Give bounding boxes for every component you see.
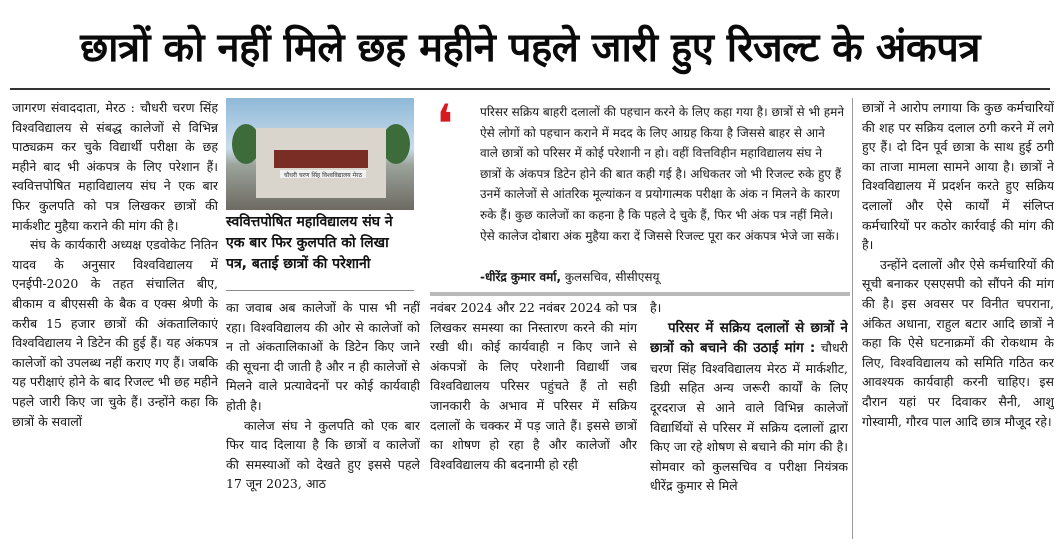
paragraph-text: चौधरी चरण सिंह विश्वविद्यालय मेरठ में मार्कशीट, डिग्री सहित अन्य जरूरी कार्यों के लिए दूरदराज से आने वाले विभिन्न कालेजों विद्यार्थियों से परिसर में सक्रिय दलालों द्वारा किए जा रहे शोषण से बचाने की मांग की है। सोमवार को कुलसचिव व परीक्षा नियंत्रक धीरेंद्र कुमार से मिले (650, 340, 848, 494)
signature-role: कुलसचिव, सीसीएसयू (561, 270, 660, 284)
quote-divider (430, 292, 850, 296)
headline-rule (10, 88, 1050, 90)
photo-caption: स्ववित्तपोषित महाविद्यालय संघ ने एक बार फिर कुलपति को लिखा पत्र, बताई छात्रों की परेशानी (226, 214, 393, 272)
column-1 (12, 98, 218, 541)
quote-mark-icon: ❛ (436, 93, 454, 156)
headline: छात्रों को नहीं मिले छह महीने पहले जारी हुए रिजल्ट के अंकपत्र (80, 24, 980, 71)
quote-signature (480, 268, 846, 285)
column-5 (650, 298, 848, 541)
paragraph: नवंबर 2024 और 22 नवंबर 2024 को पत्र लिखकर समस्या का निस्तारण करने की मांग रखी थी। कोई कार्यवाही न किए जाने से अंकपत्रों के लिए परेशानी विद्यार्थी जब विश्वविद्यालय परिसर पहुंचते हैं तो सही जानकारी के अभाव में परिसर में सक्रिय दलालों के चक्कर में पड़ जाते हैं। इससे छात्रों का शोषण हो रहा है और कालेजों और विश्वविद्यालय की बदनामी हो रही (430, 300, 637, 472)
caption-divider (226, 290, 414, 291)
registrar-quote-box (436, 93, 846, 296)
quote-paragraph: परिसर सक्रिय बाहरी दलालों की पहचान करने के लिए कहा गया है। छात्रों से भी हमने ऐसे लोगों को पहचान कराने में मदद के लिए आग्रह किया है जिससे बाहर से आने वाले छात्रों को परिसर में कोई परेशानी न हो। वहीं वित्तविहीन महाविद्यालय संघ ने छात्रों के अंकपत्र डिटेन होने की बात कही गई है। अधिकतर जो भी रिजल्ट रुके हुए हैं उनमें कालेजों से आंतरिक मूल्यांकन व प्रयोगात्मक परीक्षा के अंक न मिलने के कारण रुके हैं। कुछ कालेजों का कहना है कि पहले दे चुके हैं, फिर भी अंक पत्र नहीं मिले। ऐसे कालेज दोबारा अंक मुहैया करा दें जिससे रिजल्ट पूरा कर अंकपत्र भेजे जा सकें। (480, 105, 845, 243)
column-6 (862, 98, 1054, 541)
quote-text (480, 102, 846, 246)
column-3 (226, 298, 420, 541)
tree-shape (382, 124, 410, 164)
column-divider (852, 98, 853, 539)
paragraph: संघ के कार्यकारी अध्यक्ष एडवोकेट नितिन यादव के अनुसार विश्वविद्यालय में एनईपी-2020 के तहत संचालित बीए, बीकाम व बीएससी के बैक व एक्स श्रेणी के करीब 15 हजार छात्रों की अंकतालिकाएं विश्वविद्यालय ने डिटेन की हुई हैं। यह अंकपत्र कालेजों को उपलब्ध नहीं कराए गए हैं। जबकि यह परीक्षाएं होने के बाद रिजल्ट भी छह महीने पहले जारी किए जा चुके हैं। उन्होंने कहा कि छात्रों के सवालों (12, 237, 218, 429)
gate-nameplate-text: चौधरी चरण सिंह विश्वविद्यालय मेरठ (283, 172, 363, 179)
paragraph: है। (650, 300, 662, 315)
paragraph: का जवाब अब कालेजों के पास भी नहीं रहा। विश्वविद्यालय की ओर से कालेजों को न तो अंकतालिकाओं के डिटेन किए जाने की सूचना दी जाती है और न ही कालेजों से मिलने वाले प्रत्यावेदनों पर कोई कार्यवाही होती है। (226, 300, 420, 413)
paragraph: कालेज संघ ने कुलपति को एक बार फिर याद दिलाया है कि छात्रों व कालेजों की समस्याओं को देखते हुए इससे पहले 17 जून 2023, आठ (226, 417, 420, 492)
signature-name: -धीरेंद्र कुमार वर्मा, (480, 270, 562, 284)
column-4 (430, 298, 637, 541)
subheading-paragraph (650, 318, 848, 496)
university-gate-photo (226, 98, 414, 210)
gate-arch-shape (274, 150, 368, 168)
paragraph: उन्होंने दलालों और ऐसे कर्मचारियों की सूची बनाकर एसएसपी को सौंपने की मांग की है। इस अवसर पर विनीत चपराना, अंकित अधाना, राहुल बटार आदि छात्रों ने कहा कि ऐसे घटनाक्रमों की रोकथाम के लिए, विश्वविद्यालय को समिति गठित कर आवश्यक कार्यवाही करनी चाहिए। इस दौरान यहां पर दिवाकर सैनी, आशु गोस्वामी, गौरव पाल आदि छात्र मौजूद रहे। (862, 256, 1054, 429)
paragraph: जागरण संवाददाता, मेरठ : चौधरी चरण सिंह विश्वविद्यालय से संबद्ध कालेजों से विभिन्न पाठ्यक्रम कर चुके विद्यार्थी परीक्षा के छह महीने बाद भी अंकपत्र के लिए परेशान हैं। स्ववित्तपोषित महाविद्यालय संघ ने एक बार फिर कुलपति को पत्र लिखकर छात्रों की मार्कशीट मुहैया कराने की मांग की है। (12, 100, 218, 233)
subheading: परिसर में सक्रिय दलालों से छात्रों ने छात्रों को बचाने की उठाई मांग : (650, 320, 848, 357)
paragraph: छात्रों ने आरोप लगाया कि कुछ कर्मचारियों की शह पर सक्रिय दलाल ठगी करने में लगे हुए हैं। दो दिन पूर्व छात्रा के साथ हुई ठगी का ताजा मामला सामने आया है। छात्रों ने विश्वविद्यालय में प्रदर्शन करते हुए सक्रिय दलालों और ऐसे कार्यों में संलिप्त कर्मचारियों पर कठोर कार्रवाई की मांग की है। (862, 100, 1054, 253)
